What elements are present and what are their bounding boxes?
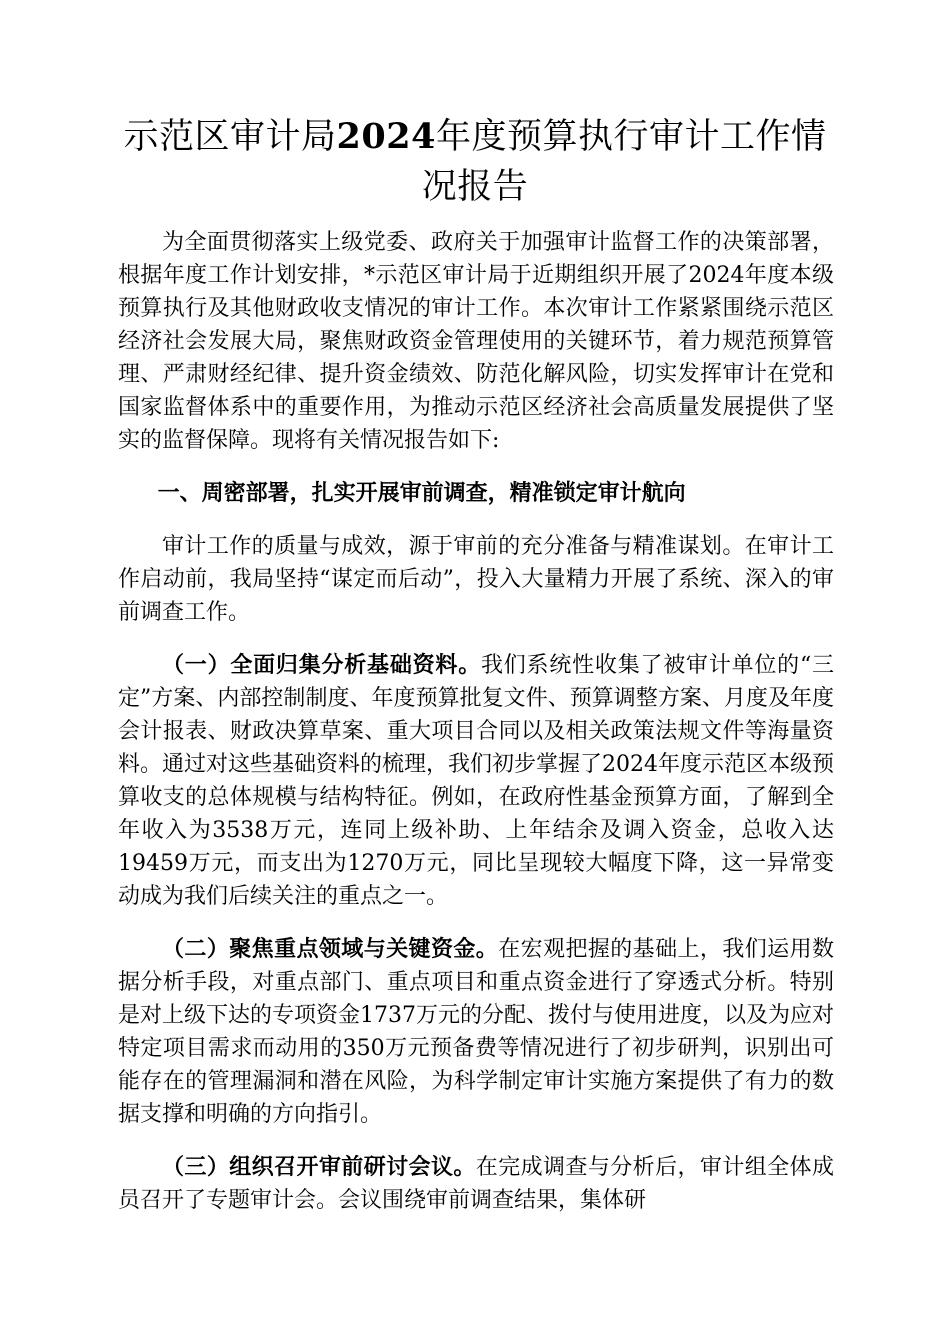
spacer: [118, 1131, 834, 1151]
item-1-paragraph: [118, 649, 834, 913]
spacer: [118, 629, 834, 649]
document-body: [118, 226, 834, 1217]
item-2-lead: （二）聚焦重点领域与关键资金。: [162, 937, 499, 962]
item-3-paragraph: [118, 1151, 834, 1217]
spacer: [118, 457, 834, 477]
item-1-lead: （一）全面归集分析基础资料。: [162, 653, 481, 678]
section-1-heading: 一、周密部署，扎实开展审前调查，精准锁定审计航向: [157, 481, 686, 506]
document-title: [110, 112, 840, 212]
section-1-intro-paragraph: 审计工作的质量与成效，源于审前的充分准备与精准谋划。在审计工作启动前，我局坚持“谋定而后动”，投入大量精力开展了系统、深入的审前调查工作。: [118, 534, 834, 625]
spacer: [118, 913, 834, 933]
item-1-text: 我们系统性收集了被审计单位的“三定”方案、内部控制制度、年度预算批复文件、预算调整方案、月度及年度会计报表、财政决算草案、重大项目合同以及相关政策法规文件等海量资料。通过对这些基础资料的梳理，我们初步掌握了2024年度示范区本级预算收支的总体规模与结构特征。例如，在政府性基金预算方面，了解到全年收入为3538万元，连同上级补助、上年结余及调入资金，总收入达19459万元，而支出为1270万元，同比呈现较大幅度下降，这一异常变动成为我们后续关注的重点之一。: [118, 653, 834, 909]
title-year: 2024: [336, 116, 436, 157]
spacer: [118, 510, 834, 530]
item-3-text: 在完成调查与分析后，审计组全体成员召开了专题审计会。会议围绕审前调查结果，集体研: [118, 1155, 834, 1213]
item-2-paragraph: [118, 933, 834, 1131]
title-part-1: 示范区审计局: [123, 117, 337, 157]
title-part-2: 年度预算执行审计工作情况报告: [421, 117, 827, 207]
item-2-text: 在宏观把握的基础上，我们运用数据分析手段，对重点部门、重点项目和重点资金进行了穿透式分析。特别是对上级下达的专项资金1737万元的分配、拨付与使用进度，以及为应对特定项目需求而动用的350万元预备费等情况进行了初步研判，识别出可能存在的管理漏洞和潜在风险，为科学制定审计实施方案提供了有力的数据支撑和明确的方向指引。: [118, 937, 834, 1127]
intro-paragraph: 为全面贯彻落实上级党委、政府关于加强审计监督工作的决策部署，根据年度工作计划安排，*示范区审计局于近期组织开展了2024年度本级预算执行及其他财政收支情况的审计工作。本次审计工作紧紧围绕示范区经济社会发展大局，聚焦财政资金管理使用的关键环节，着力规范预算管理、严肃财经纪律、提升资金绩效、防范化解风险，切实发挥审计在党和国家监督体系中的重要作用，为推动示范区经济社会高质量发展提供了坚实的监督保障。现将有关情况报告如下:: [118, 230, 834, 453]
item-3-lead: （三）组织召开审前研讨会议。: [162, 1155, 476, 1180]
